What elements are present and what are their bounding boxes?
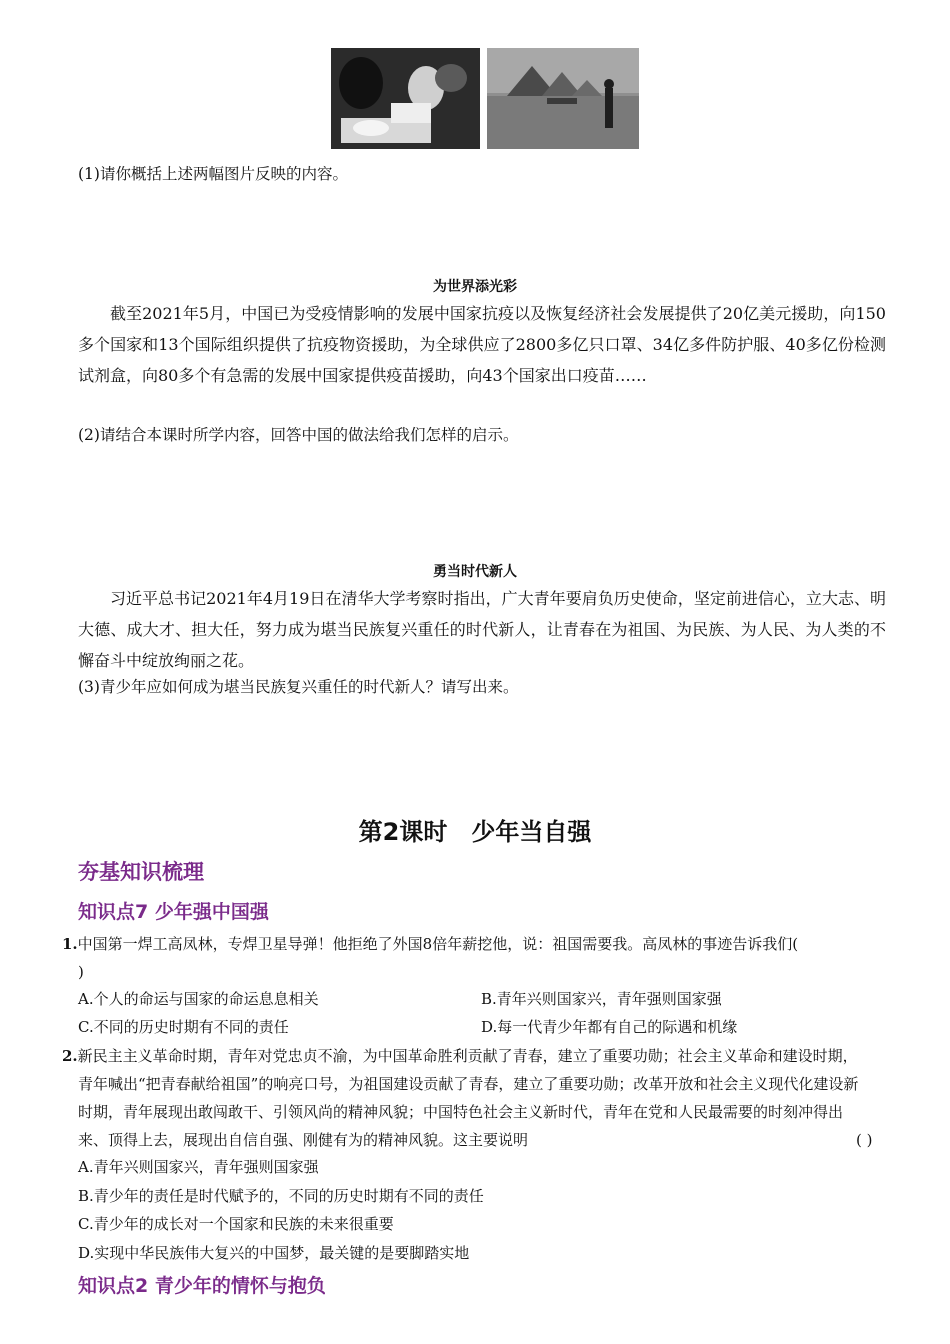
question-2: (2)请结合本课时所学内容，回答中国的做法给我们怎样的启示。 — [78, 426, 519, 444]
mc-2-number: 2. — [62, 1047, 78, 1065]
mc-1-option-b[interactable]: B.青年兴则国家兴，青年强则国家强 — [481, 990, 722, 1008]
mc-2-option-a[interactable]: A.青年兴则国家兴，青年强则国家强 — [78, 1158, 319, 1176]
mc-1-option-c[interactable]: C.不同的历史时期有不同的责任 — [78, 1018, 289, 1036]
mc-1-option-d[interactable]: D.每一代青少年都有自己的际遇和机缘 — [481, 1018, 738, 1036]
photo-right — [487, 48, 639, 149]
mc-2-answer-paren[interactable]: ( ) — [856, 1131, 873, 1149]
mc-1-number: 1. — [62, 935, 78, 953]
knowledge-point-2-title: 知识点2 青少年的情怀与抱负 — [78, 1275, 326, 1297]
section-text-world: 截至2021年5月，中国已为受疫情影响的发展中国家抗疫以及恢复经济社会发展提供了20亿美元援助，向150多个国家和13个国际组织提供了抗疫物资援助，为全球供应了2800多亿只口罩、34亿多件防护服、40多亿份检测试剂盒，向80多个有急需的发展中国家提供疫苗援助，向43个国家出口疫苗…… — [78, 304, 886, 385]
question-1: (1)请你概括上述两幅图片反映的内容。 — [78, 165, 348, 183]
lesson-title: 第2课时 少年当自强 — [358, 818, 592, 846]
knowledge-point-1-title: 知识点7 少年强中国强 — [78, 901, 269, 923]
mc-question-1 — [62, 930, 886, 986]
photo-left — [331, 48, 480, 149]
question-3: (3)青少年应如何成为堪当民族复兴重任的时代新人？请写出来。 — [78, 678, 519, 696]
heading-basics: 夯基知识梳理 — [78, 860, 204, 884]
section-text-youth: 习近平总书记2021年4月19日在清华大学考察时指出，广大青年要肩负历史使命，坚定前进信心，立大志、明大德、成大才、担大任，努力成为堪当民族复兴重任的时代新人，让青春在为祖国、为民族、为人民、为人类的不懈奋斗中绽放绚丽之花。 — [78, 589, 886, 670]
photo-left-graphic — [331, 48, 480, 149]
mc-2-option-d[interactable]: D.实现中华民族伟大复兴的中国梦，最关键的是要脚踏实地 — [78, 1244, 470, 1262]
section-title-youth: 勇当时代新人 — [433, 564, 517, 580]
section-title-world: 为世界添光彩 — [433, 279, 517, 295]
mc-2-stem: 新民主主义革命时期，青年对党忠贞不渝，为中国革命胜利贡献了青春，建立了重要功勋；社会主义革命和建设时期，青年喊出“把青春献给祖国”的响亮口号，为祖国建设贡献了青春，建立了重要功勋；改革开放和社会主义现代化建设新时期，青年展现出敢闯敢干、引领风尚的精神风貌；中国特色社会主义新时代，青年在党和人民最需要的时刻冲得出来、顶得上去，展现出自信自强、刚健有为的精神风貌。这主要说明 — [77, 1047, 859, 1149]
mc-1-stem-end: ) — [78, 963, 84, 981]
mc-1-stem: 中国第一焊工高凤林，专焊卫星导弹！他拒绝了外国8倍年薪挖他，说：祖国需要我。高凤林的事迹告诉我们( — [77, 935, 799, 953]
mc-2-option-c[interactable]: C.青少年的成长对一个国家和民族的未来很重要 — [78, 1215, 394, 1233]
mc-question-2 — [62, 1042, 868, 1154]
mc-2-option-b[interactable]: B.青少年的责任是时代赋予的，不同的历史时期有不同的责任 — [78, 1187, 484, 1205]
photo-right-graphic — [487, 48, 639, 149]
mc-1-option-a[interactable]: A.个人的命运与国家的命运息息相关 — [78, 990, 319, 1008]
